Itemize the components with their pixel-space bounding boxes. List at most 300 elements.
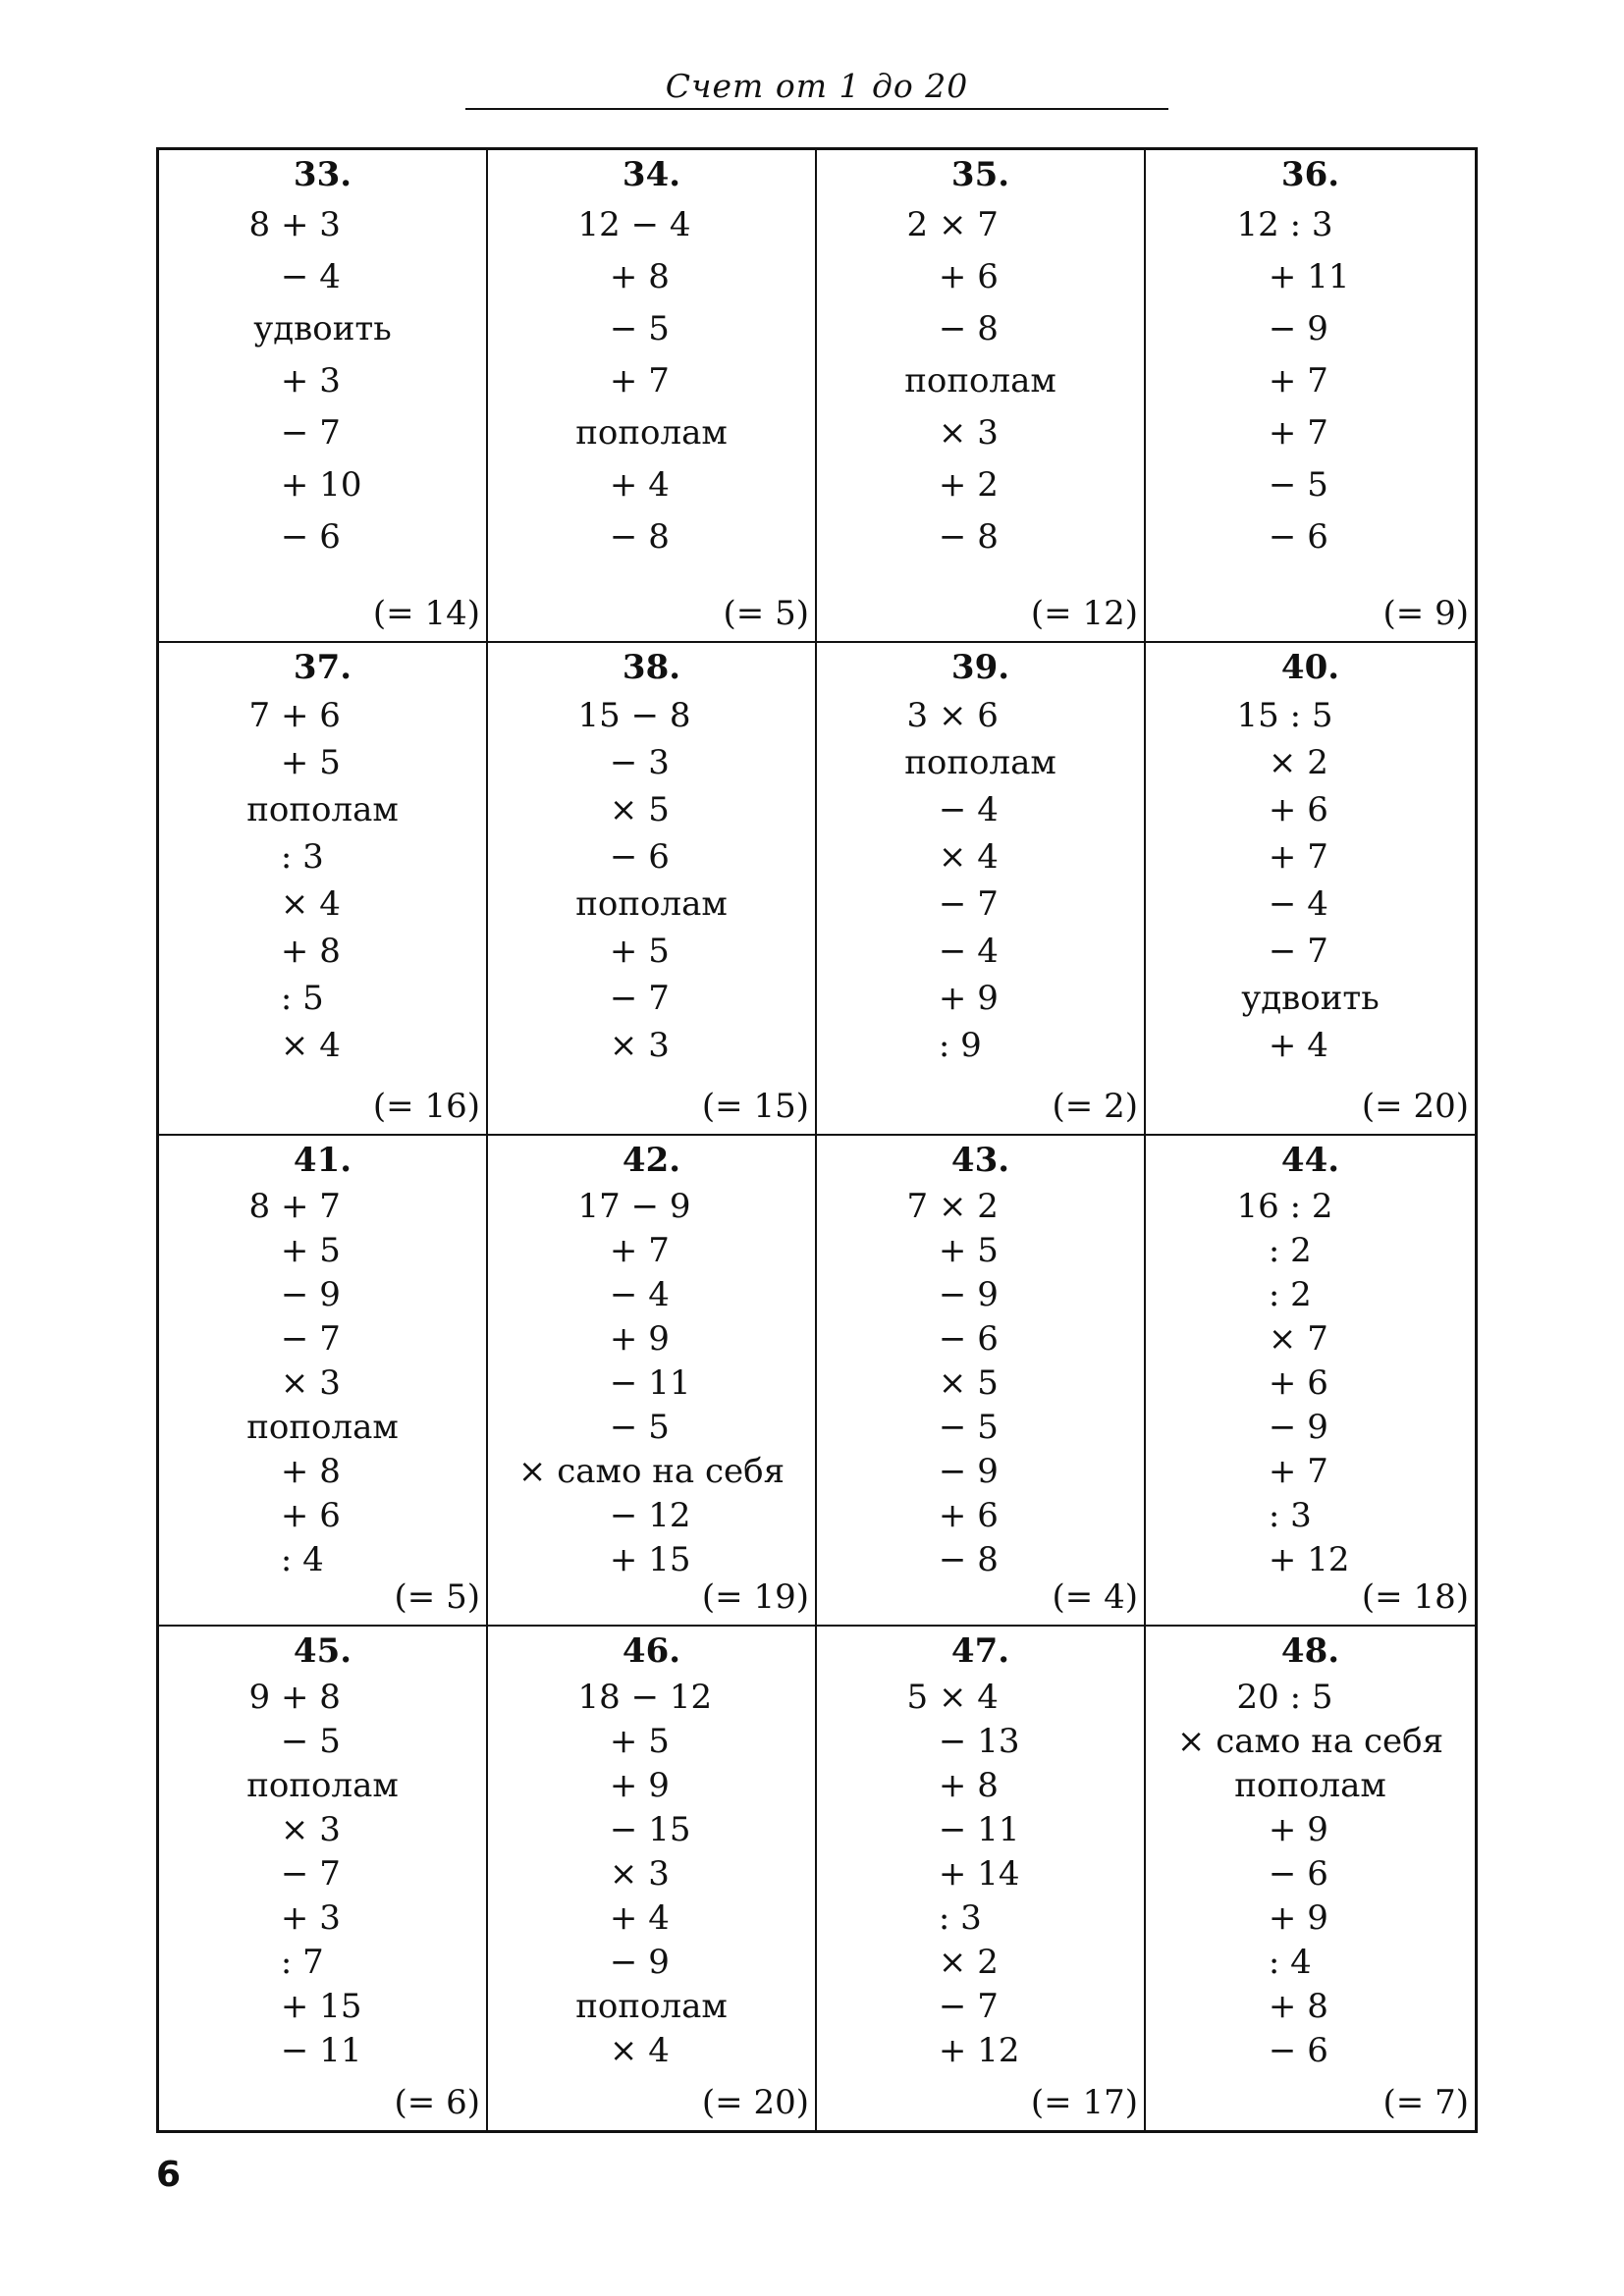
exercise-step-text: − 3 xyxy=(577,743,670,782)
exercise-step xyxy=(488,199,815,251)
exercise-step-text: : 4 xyxy=(248,1540,324,1579)
exercise-step-text: 5 × 4 xyxy=(906,1678,999,1717)
exercise-cell xyxy=(488,150,817,643)
exercise-steps xyxy=(488,199,815,563)
exercise-step-text: + 7 xyxy=(1236,1452,1328,1491)
exercise-step-text: − 5 xyxy=(577,1408,670,1447)
exercise-step xyxy=(488,1808,815,1852)
exercise-step xyxy=(159,355,486,407)
exercise-step xyxy=(817,1362,1144,1406)
exercise-step xyxy=(817,1273,1144,1317)
exercise-step-text: + 7 xyxy=(1236,837,1328,877)
exercise-step xyxy=(1146,928,1475,975)
exercise-step-text: − 8 xyxy=(906,517,999,557)
exercise-step-text: 20 : 5 xyxy=(1236,1678,1333,1717)
exercise-step xyxy=(1146,881,1475,928)
exercise-step xyxy=(488,1022,815,1069)
exercise-step xyxy=(159,251,486,303)
exercise-step xyxy=(1146,459,1475,511)
exercise-cell xyxy=(1146,643,1475,1136)
exercise-step xyxy=(1146,1022,1475,1069)
exercise-step-text: × 3 xyxy=(248,1363,341,1403)
exercise-step xyxy=(817,1406,1144,1450)
exercise-steps xyxy=(1146,1185,1475,1582)
exercise-step-text: : 3 xyxy=(906,1898,982,1938)
exercise-step xyxy=(1146,1676,1475,1720)
exercise-step xyxy=(817,407,1144,459)
exercise-steps xyxy=(159,1185,486,1582)
exercise-step xyxy=(488,459,815,511)
exercise-step xyxy=(488,1185,815,1229)
exercise-step xyxy=(817,1676,1144,1720)
exercise-cell xyxy=(817,150,1146,643)
exercise-step-text: − 4 xyxy=(248,257,341,296)
exercise-step xyxy=(159,303,486,355)
exercise-step xyxy=(159,739,486,786)
exercise-step-text: + 5 xyxy=(248,1231,341,1270)
exercise-step xyxy=(488,975,815,1022)
exercise-number: 36. xyxy=(1280,155,1340,194)
exercise-step-text: 12 − 4 xyxy=(577,205,691,244)
exercise-steps xyxy=(488,692,815,1069)
exercise-step-text: 17 − 9 xyxy=(577,1187,691,1226)
exercise-step-text: × 7 xyxy=(1236,1319,1328,1359)
exercise-steps xyxy=(159,692,486,1069)
exercise-step-text: − 6 xyxy=(1236,2031,1328,2070)
exercise-step xyxy=(1146,1362,1475,1406)
exercise-step-text: − 4 xyxy=(1236,884,1328,924)
exercise-step xyxy=(817,199,1144,251)
exercise-step xyxy=(1146,1896,1475,1941)
exercise-step xyxy=(1146,1406,1475,1450)
exercise-step-text: − 4 xyxy=(906,790,999,829)
exercise-step-text: × 3 xyxy=(577,1854,670,1894)
exercise-step-text: 2 × 7 xyxy=(906,205,999,244)
exercise-step-text: − 7 xyxy=(248,1854,341,1894)
exercise-step-text: пополам xyxy=(246,790,399,829)
exercise-step xyxy=(488,1941,815,1985)
exercise-step xyxy=(817,251,1144,303)
exercise-step-text: + 3 xyxy=(248,1898,341,1938)
exercise-number: 37. xyxy=(293,648,352,687)
exercise-step-text: − 6 xyxy=(1236,517,1328,557)
exercise-step-text: × 3 xyxy=(906,413,999,453)
exercise-number: 35. xyxy=(950,155,1010,194)
exercise-number: 43. xyxy=(950,1141,1010,1180)
exercise-step-text: 15 − 8 xyxy=(577,696,691,735)
exercise-step-text: − 8 xyxy=(906,1540,999,1579)
exercise-steps xyxy=(1146,1676,1475,2073)
exercise-step-text: × 4 xyxy=(248,1026,341,1065)
exercise-cell xyxy=(1146,1136,1475,1627)
exercise-step-text: − 8 xyxy=(577,517,670,557)
exercise-step-text: + 8 xyxy=(248,1452,341,1491)
exercise-steps xyxy=(488,1676,815,2073)
exercise-answer: (= 4) xyxy=(1052,1577,1138,1617)
exercise-step xyxy=(488,303,815,355)
exercise-step xyxy=(1146,1852,1475,1896)
exercise-step-text: + 15 xyxy=(248,1987,362,2026)
exercise-step-text: + 9 xyxy=(577,1766,670,1805)
exercise-steps xyxy=(817,1676,1144,2073)
exercise-step-text: + 7 xyxy=(577,361,670,400)
exercise-step xyxy=(159,1941,486,1985)
exercise-step xyxy=(1146,1808,1475,1852)
exercise-step-text: + 12 xyxy=(1236,1540,1350,1579)
exercise-step xyxy=(817,1764,1144,1808)
exercise-answer: (= 14) xyxy=(372,594,480,633)
exercise-step-text: : 3 xyxy=(1236,1496,1312,1535)
exercise-step-text: : 2 xyxy=(1236,1275,1312,1314)
exercise-step xyxy=(159,1362,486,1406)
exercise-answer: (= 6) xyxy=(394,2083,480,2122)
exercise-step-text: 8 + 7 xyxy=(248,1187,341,1226)
exercise-step-text: − 7 xyxy=(248,1319,341,1359)
exercise-step xyxy=(159,928,486,975)
exercise-step-text: пополам xyxy=(575,884,728,924)
exercise-step-text: − 13 xyxy=(906,1722,1020,1761)
exercise-step xyxy=(488,2029,815,2073)
exercise-step xyxy=(817,1852,1144,1896)
exercise-step xyxy=(817,1985,1144,2029)
exercise-step xyxy=(159,511,486,563)
exercise-answer: (= 17) xyxy=(1030,2083,1138,2122)
exercise-step xyxy=(1146,1273,1475,1317)
running-header: Счет от 1 до 20 xyxy=(665,67,969,105)
exercise-step-text: пополам xyxy=(1234,1766,1386,1805)
exercise-steps xyxy=(159,1676,486,2073)
exercise-step xyxy=(817,786,1144,833)
exercise-step xyxy=(488,1896,815,1941)
exercise-cell xyxy=(1146,1627,1475,2130)
exercise-step-text: 15 : 5 xyxy=(1236,696,1333,735)
exercise-step-text: + 6 xyxy=(248,1496,341,1535)
exercise-step-text: пополам xyxy=(904,361,1056,400)
exercise-step-text: + 6 xyxy=(1236,1363,1328,1403)
exercise-step xyxy=(1146,692,1475,739)
exercise-step xyxy=(817,459,1144,511)
exercise-cell xyxy=(488,1136,817,1627)
exercise-step-text: + 3 xyxy=(248,361,341,400)
exercise-step xyxy=(159,833,486,881)
exercise-step-text: + 7 xyxy=(577,1231,670,1270)
exercise-step xyxy=(817,1229,1144,1273)
page-number: 6 xyxy=(156,2155,182,2195)
exercise-cell xyxy=(159,643,488,1136)
exercise-step xyxy=(817,881,1144,928)
exercise-step-text: × 2 xyxy=(1236,743,1328,782)
exercise-step-text: × 2 xyxy=(906,1943,999,1982)
exercise-step-text: пополам xyxy=(904,743,1056,782)
exercise-step xyxy=(159,975,486,1022)
exercise-step-text: − 8 xyxy=(906,309,999,348)
exercise-step-text: − 4 xyxy=(906,932,999,971)
exercise-number: 38. xyxy=(622,648,681,687)
exercise-grid xyxy=(156,147,1478,2133)
exercise-step-text: − 7 xyxy=(248,413,341,453)
exercise-step xyxy=(488,251,815,303)
exercise-answer: (= 2) xyxy=(1052,1087,1138,1126)
exercise-step xyxy=(488,1720,815,1764)
exercise-step xyxy=(1146,1985,1475,2029)
exercise-step xyxy=(1146,1185,1475,1229)
exercise-step-text: + 9 xyxy=(1236,1898,1328,1938)
exercise-step-text: + 9 xyxy=(1236,1810,1328,1849)
exercise-number: 33. xyxy=(293,155,352,194)
exercise-step xyxy=(1146,1450,1475,1494)
exercise-answer: (= 20) xyxy=(701,2083,809,2122)
exercise-step-text: : 4 xyxy=(1236,1943,1312,1982)
exercise-step xyxy=(488,928,815,975)
exercise-step xyxy=(1146,833,1475,881)
exercise-step xyxy=(1146,1764,1475,1808)
exercise-answer: (= 7) xyxy=(1382,2083,1469,2122)
exercise-step xyxy=(159,1273,486,1317)
header-rule xyxy=(465,108,1168,110)
exercise-step-text: − 9 xyxy=(906,1275,999,1314)
exercise-step-text: 7 × 2 xyxy=(906,1187,999,1226)
exercise-step xyxy=(1146,1317,1475,1362)
exercise-step-text: × 4 xyxy=(906,837,999,877)
exercise-step xyxy=(159,1494,486,1538)
exercise-number: 42. xyxy=(622,1141,681,1180)
exercise-step-text: + 8 xyxy=(906,1766,999,1805)
exercise-step xyxy=(488,1494,815,1538)
exercise-answer: (= 18) xyxy=(1361,1577,1469,1617)
exercise-number: 39. xyxy=(950,648,1010,687)
exercise-step-text: : 9 xyxy=(906,1026,982,1065)
exercise-step-text: 7 + 6 xyxy=(248,696,341,735)
exercise-step-text: пополам xyxy=(246,1408,399,1447)
exercise-step xyxy=(159,199,486,251)
exercise-step xyxy=(159,459,486,511)
exercise-steps xyxy=(1146,692,1475,1069)
exercise-step xyxy=(159,1764,486,1808)
exercise-answer: (= 15) xyxy=(701,1087,809,1126)
exercise-number: 47. xyxy=(950,1631,1010,1671)
exercise-step xyxy=(1146,1538,1475,1582)
exercise-step xyxy=(817,355,1144,407)
exercise-step-text: − 11 xyxy=(906,1810,1020,1849)
exercise-step-text: × 5 xyxy=(906,1363,999,1403)
exercise-step xyxy=(1146,303,1475,355)
exercise-cell xyxy=(159,150,488,643)
exercise-step xyxy=(159,1450,486,1494)
exercise-step-text: пополам xyxy=(575,413,728,453)
exercise-step xyxy=(817,2029,1144,2073)
exercise-step xyxy=(159,1720,486,1764)
exercise-number: 41. xyxy=(293,1141,352,1180)
exercise-step-text: + 6 xyxy=(1236,790,1328,829)
exercise-step xyxy=(817,1185,1144,1229)
exercise-step xyxy=(488,739,815,786)
exercise-answer: (= 9) xyxy=(1382,594,1469,633)
exercise-step-text: + 5 xyxy=(577,932,670,971)
exercise-step xyxy=(1146,975,1475,1022)
exercise-step-text: удвоить xyxy=(1241,979,1380,1018)
exercise-step-text: − 15 xyxy=(577,1810,691,1849)
exercise-step xyxy=(159,1896,486,1941)
exercise-step-text: − 9 xyxy=(577,1943,670,1982)
exercise-step xyxy=(488,1273,815,1317)
exercise-step-text: − 6 xyxy=(906,1319,999,1359)
exercise-step xyxy=(1146,355,1475,407)
exercise-step-text: − 11 xyxy=(248,2031,362,2070)
exercise-step xyxy=(488,355,815,407)
exercise-step xyxy=(817,1317,1144,1362)
exercise-cell xyxy=(488,1627,817,2130)
exercise-step xyxy=(817,928,1144,975)
exercise-step-text: − 9 xyxy=(248,1275,341,1314)
exercise-step-text: − 5 xyxy=(248,1722,341,1761)
exercise-step xyxy=(488,692,815,739)
exercise-step-text: + 9 xyxy=(906,979,999,1018)
exercise-step xyxy=(488,1985,815,2029)
exercise-step xyxy=(159,1808,486,1852)
exercise-step xyxy=(1146,251,1475,303)
exercise-step xyxy=(488,1317,815,1362)
exercise-step xyxy=(488,833,815,881)
exercise-step xyxy=(1146,1720,1475,1764)
exercise-answer: (= 16) xyxy=(372,1087,480,1126)
exercise-step xyxy=(488,1852,815,1896)
exercise-step-text: 16 : 2 xyxy=(1236,1187,1333,1226)
exercise-step xyxy=(817,1720,1144,1764)
exercise-step-text: + 7 xyxy=(1236,413,1328,453)
exercise-step xyxy=(159,1985,486,2029)
exercise-step-text: × само на себя xyxy=(517,1452,785,1491)
exercise-step xyxy=(1146,407,1475,459)
exercise-step xyxy=(488,1450,815,1494)
exercise-steps xyxy=(1146,199,1475,563)
exercise-step-text: + 14 xyxy=(906,1854,1020,1894)
exercise-step-text: − 12 xyxy=(577,1496,691,1535)
exercise-step xyxy=(159,1185,486,1229)
exercise-number: 44. xyxy=(1280,1141,1340,1180)
exercise-step-text: + 8 xyxy=(1236,1987,1328,2026)
exercise-cell xyxy=(159,1627,488,2130)
exercise-cell xyxy=(817,643,1146,1136)
exercise-step-text: : 7 xyxy=(248,1943,324,1982)
exercise-step xyxy=(817,692,1144,739)
exercise-cell xyxy=(1146,150,1475,643)
exercise-cell xyxy=(488,643,817,1136)
exercise-step-text: + 7 xyxy=(1236,361,1328,400)
exercise-step xyxy=(1146,1941,1475,1985)
exercise-step-text: × 3 xyxy=(248,1810,341,1849)
exercise-step-text: + 8 xyxy=(577,257,670,296)
exercise-step xyxy=(488,786,815,833)
exercise-step-text: − 7 xyxy=(1236,932,1328,971)
exercise-step xyxy=(817,511,1144,563)
exercise-step xyxy=(1146,2029,1475,2073)
exercise-step xyxy=(159,1538,486,1582)
exercise-step-text: + 15 xyxy=(577,1540,691,1579)
exercise-number: 40. xyxy=(1280,648,1340,687)
exercise-step-text: : 3 xyxy=(248,837,324,877)
exercise-step-text: − 6 xyxy=(248,517,341,557)
exercise-step xyxy=(159,1852,486,1896)
exercise-cell xyxy=(817,1136,1146,1627)
exercise-step xyxy=(1146,739,1475,786)
exercise-step-text: + 4 xyxy=(577,465,670,505)
exercise-step xyxy=(1146,786,1475,833)
exercise-step-text: × 4 xyxy=(577,2031,670,2070)
exercise-answer: (= 5) xyxy=(723,594,809,633)
exercise-step xyxy=(159,1317,486,1362)
exercise-steps xyxy=(817,692,1144,1069)
exercise-step-text: − 5 xyxy=(906,1408,999,1447)
exercise-steps xyxy=(488,1185,815,1582)
exercise-step-text: − 9 xyxy=(1236,309,1328,348)
exercise-cell xyxy=(159,1136,488,1627)
exercise-step xyxy=(159,1406,486,1450)
exercise-step xyxy=(159,692,486,739)
exercise-step-text: + 5 xyxy=(577,1722,670,1761)
exercise-step xyxy=(159,1676,486,1720)
exercise-step xyxy=(817,303,1144,355)
exercise-step-text: + 11 xyxy=(1236,257,1350,296)
exercise-step-text: : 5 xyxy=(248,979,324,1018)
exercise-step xyxy=(159,786,486,833)
exercise-step xyxy=(1146,1229,1475,1273)
exercise-step xyxy=(817,1941,1144,1985)
exercise-step xyxy=(817,1450,1144,1494)
exercise-number: 45. xyxy=(293,1631,352,1671)
exercise-step xyxy=(817,1896,1144,1941)
exercise-step xyxy=(488,407,815,459)
exercise-step-text: 8 + 3 xyxy=(248,205,341,244)
exercise-step-text: + 5 xyxy=(906,1231,999,1270)
exercise-step-text: × 3 xyxy=(577,1026,670,1065)
exercise-step-text: − 6 xyxy=(1236,1854,1328,1894)
exercise-step xyxy=(488,881,815,928)
exercise-step-text: пополам xyxy=(575,1987,728,2026)
exercise-step-text: − 11 xyxy=(577,1363,691,1403)
exercise-answer: (= 20) xyxy=(1361,1087,1469,1126)
exercise-step-text: − 6 xyxy=(577,837,670,877)
exercise-step xyxy=(159,407,486,459)
exercise-steps xyxy=(817,199,1144,563)
exercise-step xyxy=(488,511,815,563)
exercise-step xyxy=(488,1229,815,1273)
exercise-step xyxy=(1146,1494,1475,1538)
exercise-step-text: − 7 xyxy=(906,884,999,924)
exercise-step xyxy=(1146,511,1475,563)
exercise-step-text: + 9 xyxy=(577,1319,670,1359)
exercise-step xyxy=(817,739,1144,786)
exercise-step-text: + 5 xyxy=(248,743,341,782)
exercise-step-text: 3 × 6 xyxy=(906,696,999,735)
exercise-step-text: : 2 xyxy=(1236,1231,1312,1270)
exercise-step-text: − 4 xyxy=(577,1275,670,1314)
exercise-step xyxy=(817,1494,1144,1538)
exercise-answer: (= 5) xyxy=(394,1577,480,1617)
exercise-number: 34. xyxy=(622,155,681,194)
exercise-step xyxy=(159,2029,486,2073)
exercise-step-text: 18 − 12 xyxy=(577,1678,713,1717)
exercise-step-text: − 5 xyxy=(1236,465,1328,505)
exercise-step xyxy=(159,1022,486,1069)
exercise-step-text: + 12 xyxy=(906,2031,1020,2070)
exercise-step-text: + 6 xyxy=(906,1496,999,1535)
exercise-number: 46. xyxy=(622,1631,681,1671)
exercise-step-text: + 2 xyxy=(906,465,999,505)
exercise-step-text: 9 + 8 xyxy=(248,1678,341,1717)
exercise-step-text: пополам xyxy=(246,1766,399,1805)
exercise-answer: (= 19) xyxy=(701,1577,809,1617)
exercise-step xyxy=(488,1538,815,1582)
